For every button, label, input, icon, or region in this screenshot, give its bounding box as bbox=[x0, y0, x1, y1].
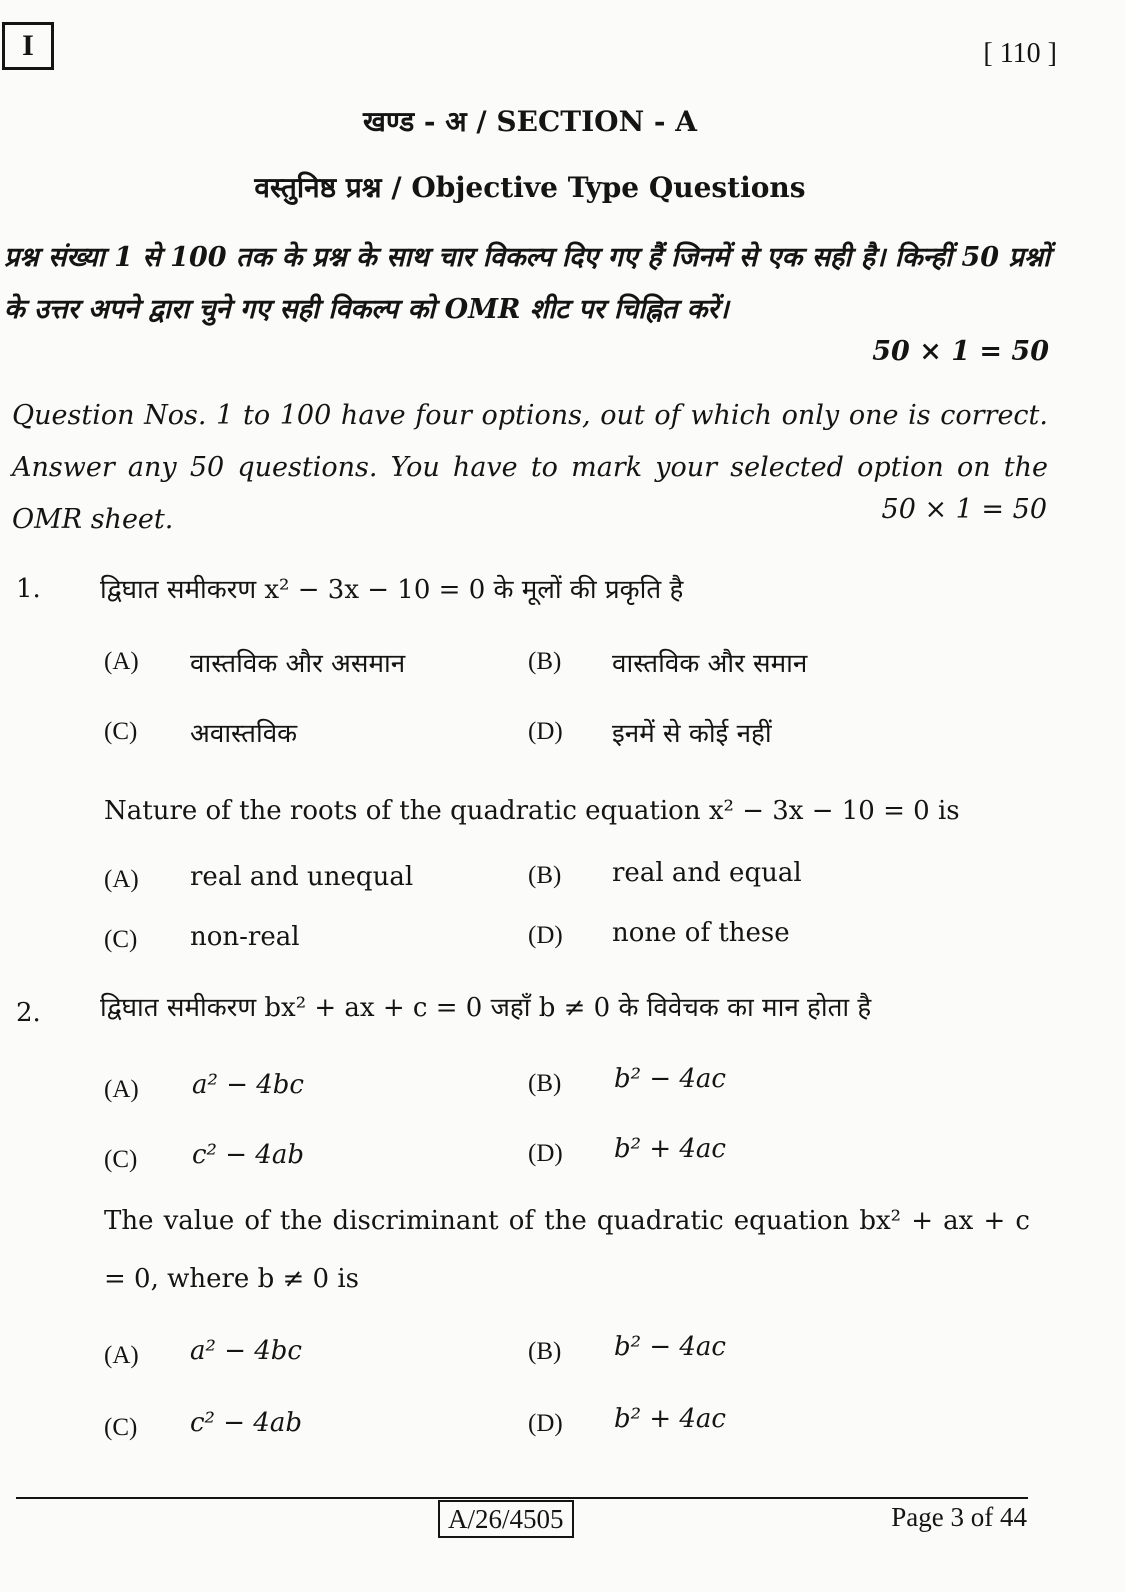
option-text: b² + 4ac bbox=[614, 1134, 726, 1164]
marks-hindi: 50 × 1 = 50 bbox=[872, 336, 1049, 367]
option-label: (D) bbox=[528, 922, 563, 949]
option-label: (A) bbox=[104, 1342, 139, 1369]
section-title: खण्ड - अ / SECTION - A bbox=[362, 105, 698, 138]
option-text: b² + 4ac bbox=[614, 1404, 726, 1434]
option-text: a² − 4bc bbox=[192, 1070, 304, 1100]
marks-english: 50 × 1 = 50 bbox=[881, 494, 1047, 525]
option-label: (C) bbox=[104, 718, 138, 745]
option-text: non-real bbox=[190, 922, 300, 952]
option-label: (C) bbox=[104, 926, 138, 953]
option-label: (C) bbox=[104, 1414, 138, 1441]
instructions-hindi: प्रश्न संख्या 1 से 100 तक के प्रश्न के साथ चार विकल्प दिए गए हैं जिनमें से एक सही है। किन्हीं 50 प्रश्नों के उत्तर अपने द्वारा चुने गए सही विकल्प को OMR शीट पर चिह्नित करें। bbox=[4, 242, 1050, 325]
footer-divider bbox=[16, 1497, 1028, 1499]
option-text: इनमें से कोई नहीं bbox=[612, 719, 772, 749]
option-text: वास्तविक और असमान bbox=[190, 649, 406, 679]
option-text: real and equal bbox=[612, 858, 802, 888]
option-label: (B) bbox=[528, 1338, 562, 1365]
section-subtitle: वस्तुनिष्ठ प्रश्न / Objective Type Questions bbox=[254, 171, 806, 204]
option-text: b² − 4ac bbox=[614, 1332, 726, 1362]
paper-code-box: A/26/4505 bbox=[438, 1500, 574, 1538]
option-label: (D) bbox=[528, 1140, 563, 1167]
question-set-box: I bbox=[2, 22, 54, 70]
option-text: c² − 4ab bbox=[192, 1140, 304, 1170]
option-text: none of these bbox=[612, 918, 790, 948]
option-label: (C) bbox=[104, 1146, 138, 1173]
option-label: (A) bbox=[104, 866, 139, 893]
page-number: Page 3 of 44 bbox=[891, 1502, 1027, 1532]
subject-code: [ 110 ] bbox=[983, 38, 1057, 69]
question-text-english: Nature of the roots of the quadratic equation x² − 3x − 10 = 0 is bbox=[104, 796, 960, 826]
question-text-hindi: द्विघात समीकरण bx² + ax + c = 0 जहाँ b ≠ 0 के विवेचक का मान होता है bbox=[100, 993, 872, 1023]
question-number: 1. bbox=[16, 574, 41, 604]
option-text: a² − 4bc bbox=[190, 1336, 302, 1366]
option-text: b² − 4ac bbox=[614, 1064, 726, 1094]
option-label: (A) bbox=[104, 1076, 139, 1103]
option-text: real and unequal bbox=[190, 862, 414, 892]
option-label: (B) bbox=[528, 1070, 562, 1097]
option-text: वास्तविक और समान bbox=[612, 649, 808, 679]
question-text-hindi: द्विघात समीकरण x² − 3x − 10 = 0 के मूलों की प्रकृति है bbox=[100, 575, 684, 605]
instructions-english: Question Nos. 1 to 100 have four options, out of which only one is correct. Answer any 50 questions. You have to mark your selected option on the OMR sheet. bbox=[12, 400, 1048, 535]
option-label: (B) bbox=[528, 648, 562, 675]
option-text: c² − 4ab bbox=[190, 1408, 302, 1438]
option-label: (A) bbox=[104, 648, 139, 675]
option-label: (D) bbox=[528, 1410, 563, 1437]
option-label: (D) bbox=[528, 718, 563, 745]
question-text-english: The value of the discriminant of the quadratic equation bx² + ax + c = 0, where b ≠ 0 is bbox=[104, 1206, 1030, 1294]
option-text: अवास्तविक bbox=[190, 719, 298, 749]
question-number: 2. bbox=[16, 998, 41, 1028]
option-label: (B) bbox=[528, 862, 562, 889]
